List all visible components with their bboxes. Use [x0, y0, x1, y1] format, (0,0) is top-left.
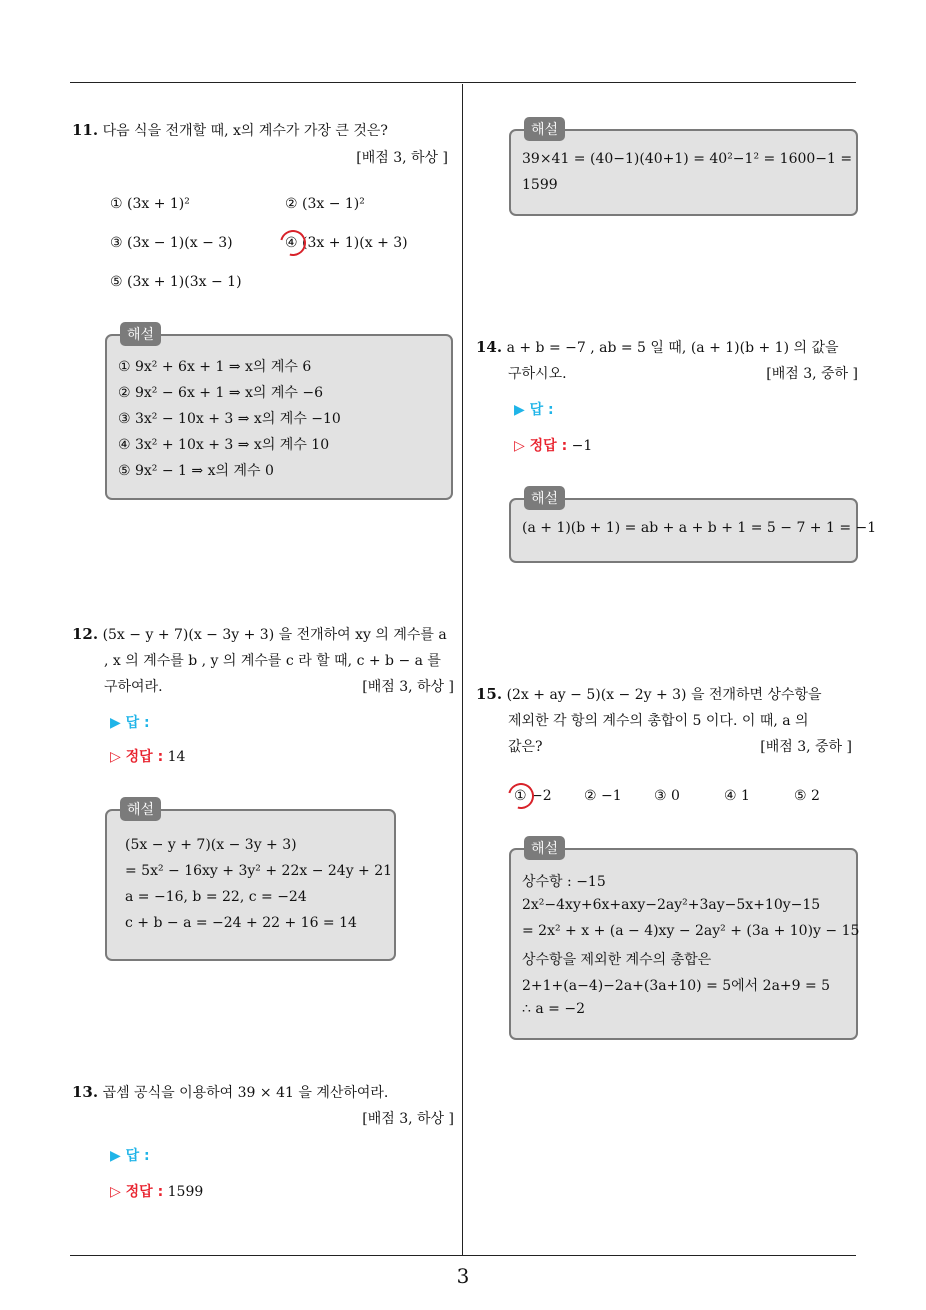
q12-correct-value: 14 [167, 749, 186, 765]
q11-answer-circle [275, 225, 311, 261]
q12-explanation-line: = 5x² − 16xy + 3y² + 22x − 24y + 21 [125, 863, 393, 879]
q12-correct-answer [110, 746, 185, 766]
q15-explanation-line: 2+1+(a−4)−2a+(3a+10) = 5에서 2a+9 = 5 [522, 978, 831, 994]
q14-answer-label: ▶ 답 : [514, 402, 554, 418]
q14-correct-label: ▷ 정답 : [514, 438, 568, 454]
q12-text-1: (5x − y + 7)(x − 3y + 3) 을 전개하여 xy 의 계수를 a [102, 627, 447, 643]
q11-score: [배점 3, 하상 ] [356, 150, 448, 166]
q15-explanation-line: 상수항 : −15 [522, 874, 606, 890]
bottom-rule [70, 1255, 856, 1256]
q13-question [72, 1082, 388, 1102]
q13-explanation-box [509, 129, 858, 216]
q13-answer-label: ▶ 답 : [110, 1148, 150, 1164]
q12-explanation-line: (5x − y + 7)(x − 3y + 3) [125, 837, 297, 853]
q15-option-4[interactable]: ④ 1 [724, 788, 750, 804]
q11-explanation-line: ⑤ 9x² − 1 ⇒ x의 계수 0 [118, 463, 274, 479]
q11-option-1[interactable]: ① (3x + 1)² [110, 196, 190, 212]
q11-explanation-line: ① 9x² + 6x + 1 ⇒ x의 계수 6 [118, 359, 312, 375]
q12-correct-label: ▷ 정답 : [110, 749, 164, 765]
q11-option-5[interactable]: ⑤ (3x + 1)(3x − 1) [110, 274, 242, 290]
q13-explanation-line: 1599 [522, 177, 558, 193]
q13-correct-label: ▷ 정답 : [110, 1184, 164, 1200]
q15-option-2[interactable]: ② −1 [584, 788, 622, 804]
q15-option-3[interactable]: ③ 0 [654, 788, 680, 804]
q12-question-line-1 [72, 624, 447, 644]
q14-explanation-tag: 해설 [524, 486, 565, 510]
q11-number: 11. [72, 121, 99, 139]
q15-question-line-1 [476, 684, 822, 704]
q15-answer-circle [503, 778, 539, 814]
q14-question-line-1 [476, 337, 839, 357]
q12-question-line-3: 구하여라. [104, 679, 163, 695]
q15-text-1: (2x + ay − 5)(x − 2y + 3) 을 전개하면 상수항을 [506, 687, 822, 703]
q12-question-line-2: , x 의 계수를 b , y 의 계수를 c 라 할 때, c + b − a 를 [104, 653, 441, 669]
page-number: 3 [456, 1264, 470, 1288]
top-rule [70, 82, 856, 83]
q11-option-4[interactable]: ④ (3x + 1)(x + 3) [285, 235, 408, 251]
q13-correct-value: 1599 [167, 1184, 204, 1200]
q15-option-1[interactable]: ① −2 [514, 788, 552, 804]
q11-explanation-tag: 해설 [120, 322, 161, 346]
q13-score: [배점 3, 하상 ] [362, 1111, 454, 1127]
q11-question [72, 120, 388, 140]
q15-explanation-line: ∴ a = −2 [522, 1001, 585, 1017]
q15-explanation-line: 상수항을 제외한 계수의 총합은 [522, 952, 712, 968]
q14-correct-value: −1 [571, 438, 593, 454]
q14-score: [배점 3, 중하 ] [766, 366, 858, 382]
q12-explanation-line: c + b − a = −24 + 22 + 16 = 14 [125, 915, 357, 931]
q11-option-3[interactable]: ③ (3x − 1)(x − 3) [110, 235, 233, 251]
q14-explanation-line: (a + 1)(b + 1) = ab + a + b + 1 = 5 − 7 + 1 = −1 [522, 520, 877, 536]
q11-text: 다음 식을 전개할 때, x의 계수가 가장 큰 것은? [102, 123, 388, 139]
q15-question-line-3: 값은? [508, 739, 543, 755]
q11-explanation-line: ④ 3x² + 10x + 3 ⇒ x의 계수 10 [118, 437, 330, 453]
q12-explanation-box [105, 809, 396, 961]
q13-correct-answer [110, 1181, 203, 1201]
q14-correct-answer [514, 435, 592, 455]
q12-explanation-line: a = −16, b = 22, c = −24 [125, 889, 307, 905]
q13-number: 13. [72, 1083, 99, 1101]
q13-text: 곱셈 공식을 이용하여 39 × 41 을 계산하여라. [102, 1085, 389, 1101]
q15-explanation-line: 2x²−4xy+6x+axy−2ay²+3ay−5x+10y−15 [522, 897, 821, 913]
q15-question-line-2: 제외한 각 항의 계수의 총합이 5 이다. 이 때, a 의 [508, 713, 809, 729]
q13-explanation-line: 39×41 = (40−1)(40+1) = 40²−1² = 1600−1 = [522, 151, 853, 167]
q12-score: [배점 3, 하상 ] [362, 679, 454, 695]
q13-explanation-tag: 해설 [524, 117, 565, 141]
q14-text-1: a + b = −7 , ab = 5 일 때, (a + 1)(b + 1) 의 값을 [506, 340, 839, 356]
q14-number: 14. [476, 338, 503, 356]
q11-option-2[interactable]: ② (3x − 1)² [285, 196, 365, 212]
q11-explanation-line: ③ 3x² − 10x + 3 ⇒ x의 계수 −10 [118, 411, 341, 427]
q12-number: 12. [72, 625, 99, 643]
q12-answer-label: ▶ 답 : [110, 715, 150, 731]
q12-explanation-tag: 해설 [120, 797, 161, 821]
q15-explanation-tag: 해설 [524, 836, 565, 860]
q15-explanation-line: = 2x² + x + (a − 4)xy − 2ay² + (3a + 10)y − 15 [522, 923, 860, 939]
q11-explanation-line: ② 9x² − 6x + 1 ⇒ x의 계수 −6 [118, 385, 324, 401]
q14-question-line-2: 구하시오. [508, 366, 567, 382]
q15-option-5[interactable]: ⑤ 2 [794, 788, 820, 804]
column-divider [462, 84, 463, 1256]
q15-score: [배점 3, 중하 ] [760, 739, 852, 755]
q15-number: 15. [476, 685, 503, 703]
